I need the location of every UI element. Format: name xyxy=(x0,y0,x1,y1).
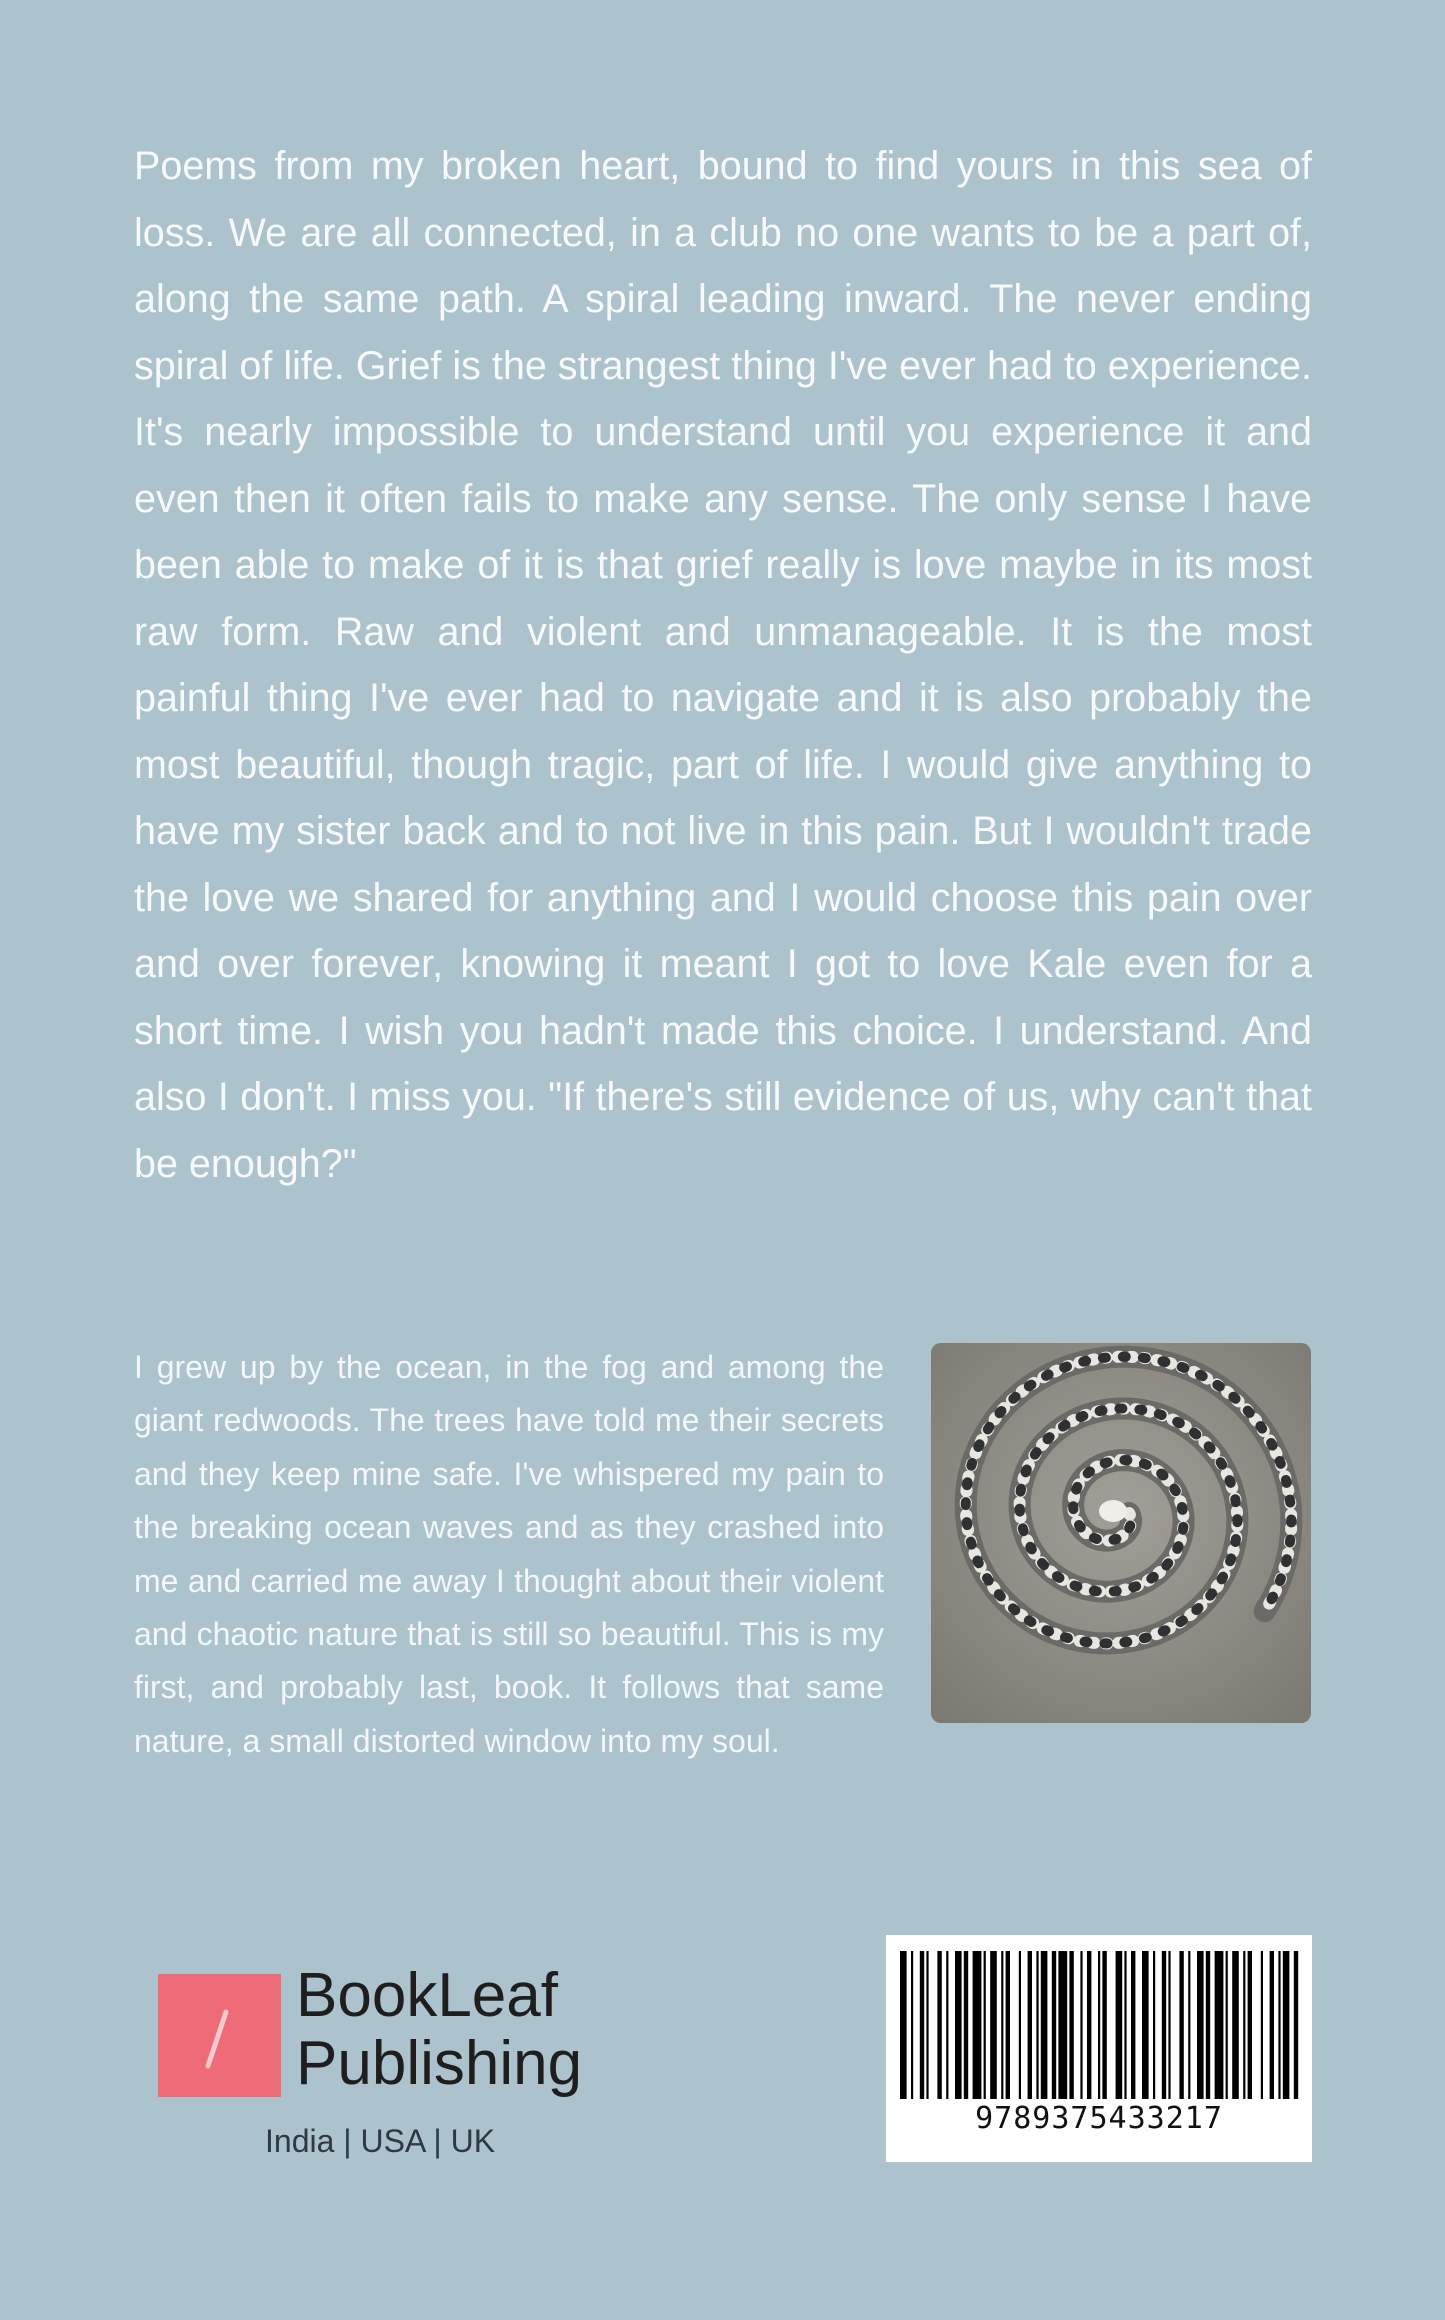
barcode-bar xyxy=(955,1951,962,2099)
barcode-bar xyxy=(1226,1951,1228,2099)
barcode-bar xyxy=(1261,1951,1263,2099)
barcode-bar xyxy=(1232,1951,1239,2099)
barcode-bar xyxy=(1069,1951,1073,2099)
publisher-name xyxy=(296,1962,582,2098)
barcode-bar xyxy=(1215,1951,1224,2099)
barcode-bar xyxy=(1270,1951,1274,2099)
barcode-bar xyxy=(1019,1951,1021,2099)
barcode-bar xyxy=(1278,1951,1280,2099)
barcode-bar xyxy=(1124,1951,1126,2099)
barcode-bar xyxy=(964,1951,968,2099)
barcode-bar xyxy=(1243,1951,1245,2099)
stone-spiral-image xyxy=(931,1343,1311,1723)
barcode-bar xyxy=(1197,1951,1204,2099)
barcode-bars xyxy=(886,1935,1312,2105)
barcode-bar xyxy=(911,1951,913,2099)
publisher-regions: India | USA | UK xyxy=(265,2123,496,2159)
barcode-bar xyxy=(1028,1951,1032,2099)
back-cover-blurb: Poems from my broken heart, bound to find yours in this sea of loss. We are all connected, in a club no one wants to be a part of, along the same path. A spiral leading inward. The never ending spiral of life. Grief is the strangest thing I've ever had to experience. It's nearly impossible to understand until you experience it and even then it often fails to make any sense. The only sense I have been able to make of it is that grief really is love maybe in its most raw form. Raw and violent and unmanageable. It is the most painful thing I've ever had to navigate and it is also probably the most beautiful, though tragic, part of life. I would give anything to have my sister back and to not live in this pain. But I wouldn't trade the love we shared for anything and I would choose this pain over and over forever, knowing it meant I got to love Kale even for a short time. I wish you hadn't made this choice. I understand. And also I don't. I miss you. "If there's still evidence of us, why can't that be enough?" xyxy=(134,144,1312,1186)
barcode-bar xyxy=(1162,1951,1166,2099)
publisher-name-line2: Publishing xyxy=(296,2029,583,2098)
barcode-bar xyxy=(920,1951,924,2099)
barcode-bar xyxy=(937,1951,941,2099)
barcode-bar xyxy=(1142,1951,1149,2099)
stone-spiral-photo xyxy=(931,1343,1311,1723)
barcode-bar xyxy=(1188,1951,1190,2099)
barcode-bar xyxy=(1206,1951,1210,2099)
barcode-bar xyxy=(1006,1951,1010,2099)
barcode-bar xyxy=(1001,1951,1003,2099)
barcode-bar xyxy=(926,1951,928,2099)
barcode-bar xyxy=(1087,1951,1091,2099)
barcode-bar xyxy=(1294,1951,1298,2099)
barcode-bar xyxy=(900,1951,907,2099)
barcode-bar xyxy=(984,1951,986,2099)
barcode-bar xyxy=(1098,1951,1100,2099)
barcode-bar xyxy=(1058,1951,1067,2099)
author-bio: I grew up by the ocean, in the fog and among the giant redwoods. The trees have told me their secrets and they keep mine safe. I've whispered my pain to the breaking ocean waves and as they crashed into me and carried me away I thought about their violent and chaotic nature that is still so beautiful. This is my first, and probably last, book. It follows that same nature, a small distorted window into my soul. xyxy=(134,1349,884,1759)
barcode-bar xyxy=(1116,1951,1123,2099)
barcode-bar xyxy=(1041,1951,1048,2099)
barcode-bar xyxy=(1153,1951,1155,2099)
barcode-bar xyxy=(1036,1951,1038,2099)
barcode-bar xyxy=(1283,1951,1290,2099)
barcode-bar xyxy=(973,1951,982,2099)
barcode-bar xyxy=(946,1951,948,2099)
barcode-bar xyxy=(1168,1951,1170,2099)
barcode-bar xyxy=(1131,1951,1135,2099)
bookleaf-logo-mark xyxy=(158,1974,281,2097)
publisher-name-line1: BookLeaf xyxy=(296,1961,558,2030)
isbn-barcode xyxy=(886,1935,1312,2162)
barcode-bar xyxy=(1248,1951,1252,2099)
barcode-bar xyxy=(990,1951,997,2099)
barcode-bar xyxy=(1080,1951,1082,2099)
barcode-bar xyxy=(1102,1951,1106,2099)
barcode-bar xyxy=(1052,1951,1056,2099)
isbn-number: 9789375433217 xyxy=(975,2101,1223,2136)
barcode-bar xyxy=(1179,1951,1183,2099)
